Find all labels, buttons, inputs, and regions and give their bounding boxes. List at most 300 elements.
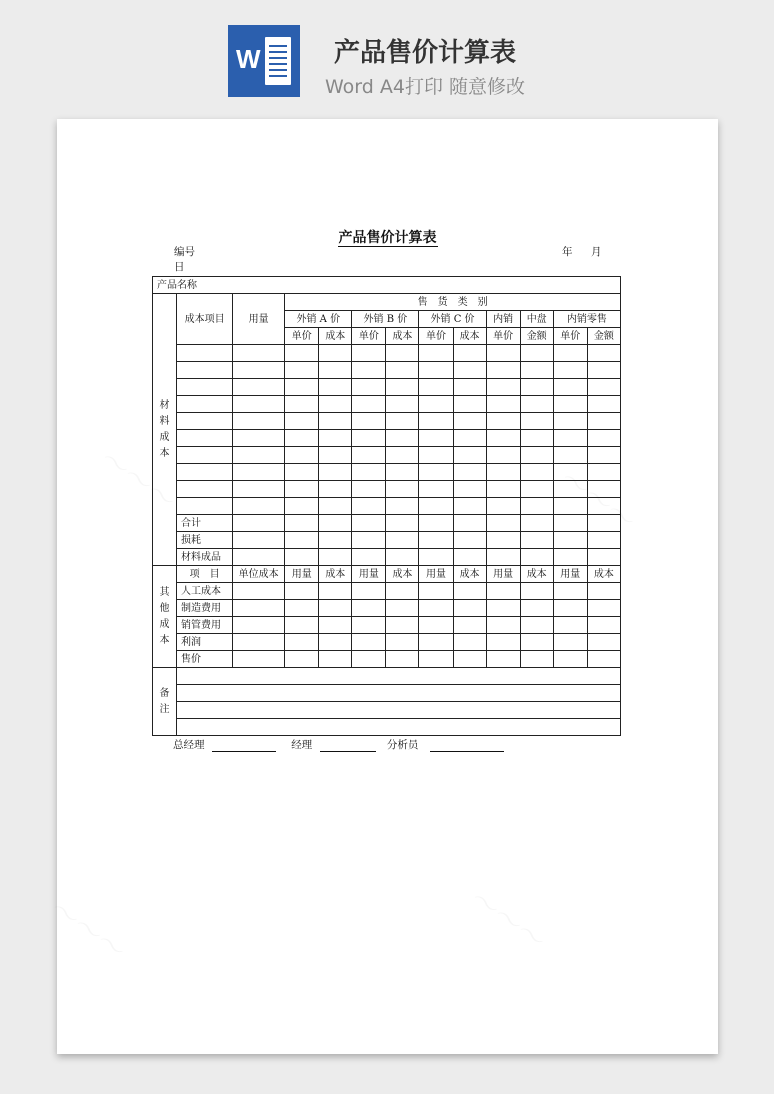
input-cell[interactable] (587, 362, 620, 379)
input-cell[interactable] (419, 651, 453, 668)
input-cell[interactable] (233, 447, 285, 464)
product-name-label: 产品名称 (153, 277, 621, 294)
input-cell[interactable] (520, 600, 553, 617)
input-cell[interactable] (386, 447, 419, 464)
input-cell[interactable] (520, 515, 553, 532)
other-cost-item: 利润 (177, 634, 233, 651)
remarks-row (153, 685, 621, 702)
other-cost-row (153, 600, 621, 617)
other-header-row (153, 566, 621, 583)
word-icon-letter: W (236, 44, 261, 74)
header-row (153, 294, 621, 311)
input-cell[interactable] (419, 634, 453, 651)
input-cell[interactable] (233, 413, 285, 430)
other-cost-label (153, 566, 177, 668)
input-cell[interactable] (453, 379, 486, 396)
signature-row (173, 737, 504, 752)
input-cell[interactable] (233, 464, 285, 481)
input-cell[interactable] (486, 379, 520, 396)
input-cell[interactable] (486, 515, 520, 532)
input-cell[interactable] (587, 634, 620, 651)
input-cell[interactable] (520, 413, 553, 430)
sales-category-header: 售 货 类 别 (285, 294, 621, 311)
pair-header: 成本 (453, 566, 486, 583)
input-cell[interactable] (520, 362, 553, 379)
material-item[interactable] (177, 447, 233, 464)
input-cell[interactable] (419, 600, 453, 617)
sub-header: 金额 (587, 328, 620, 345)
vertical-label: 备注 (159, 687, 170, 715)
general-manager-label: 总经理 (173, 739, 205, 751)
input-cell[interactable] (419, 362, 453, 379)
material-row (153, 396, 621, 413)
input-cell[interactable] (386, 413, 419, 430)
input-cell[interactable] (553, 413, 587, 430)
sub-header: 单价 (285, 328, 319, 345)
input-cell[interactable] (419, 617, 453, 634)
input-cell[interactable] (520, 651, 553, 668)
input-cell[interactable] (520, 481, 553, 498)
material-item[interactable]: 材料成品 (177, 549, 233, 566)
other-cost-item: 制造费用 (177, 600, 233, 617)
input-cell[interactable] (319, 379, 352, 396)
input-cell[interactable] (319, 515, 352, 532)
input-cell[interactable] (553, 600, 587, 617)
input-cell[interactable] (233, 549, 285, 566)
remarks-row (153, 668, 621, 685)
input-cell[interactable] (553, 464, 587, 481)
input-cell[interactable] (352, 396, 386, 413)
input-cell[interactable] (553, 362, 587, 379)
material-row (153, 362, 621, 379)
input-cell[interactable] (587, 600, 620, 617)
input-cell[interactable] (486, 634, 520, 651)
material-item[interactable] (177, 413, 233, 430)
input-cell[interactable] (419, 396, 453, 413)
input-cell[interactable] (352, 362, 386, 379)
input-cell[interactable] (419, 515, 453, 532)
input-cell[interactable] (285, 345, 319, 362)
unit-cost-header: 单位成本 (233, 566, 285, 583)
input-cell[interactable] (486, 481, 520, 498)
material-row (153, 532, 621, 549)
input-cell[interactable] (587, 413, 620, 430)
year-label: 年 (562, 246, 573, 258)
other-cost-row (153, 617, 621, 634)
month-label: 月 (591, 246, 602, 258)
input-cell[interactable] (352, 515, 386, 532)
sub-header: 金额 (520, 328, 553, 345)
input-cell[interactable] (352, 634, 386, 651)
input-cell[interactable] (285, 634, 319, 651)
manager-signature-line[interactable] (320, 741, 376, 752)
word-icon (228, 25, 300, 97)
input-cell[interactable] (319, 532, 352, 549)
input-cell[interactable] (419, 532, 453, 549)
input-cell[interactable] (553, 617, 587, 634)
document-lines-icon (265, 37, 291, 85)
input-cell[interactable] (319, 617, 352, 634)
input-cell[interactable] (386, 515, 419, 532)
input-cell[interactable] (352, 413, 386, 430)
sub-header: 单价 (553, 328, 587, 345)
pair-header: 用量 (352, 566, 386, 583)
input-cell[interactable] (319, 600, 352, 617)
material-row (153, 413, 621, 430)
input-cell[interactable] (419, 447, 453, 464)
input-cell[interactable] (453, 345, 486, 362)
input-cell[interactable] (386, 634, 419, 651)
input-cell[interactable] (352, 481, 386, 498)
input-cell[interactable] (520, 464, 553, 481)
input-cell[interactable] (486, 362, 520, 379)
input-cell[interactable] (352, 583, 386, 600)
input-cell[interactable] (386, 345, 419, 362)
item-header: 项 目 (177, 566, 233, 583)
vertical-label: 材料成本 (159, 399, 170, 459)
input-cell[interactable] (553, 447, 587, 464)
input-cell[interactable] (587, 379, 620, 396)
remarks-row (153, 702, 621, 719)
input-cell[interactable] (419, 549, 453, 566)
general-manager-signature-line[interactable] (212, 741, 276, 752)
input-cell[interactable] (419, 345, 453, 362)
input-cell[interactable] (386, 617, 419, 634)
remarks-row (153, 719, 621, 736)
channel-header: 外销 C 价 (419, 311, 486, 328)
input-cell[interactable] (285, 600, 319, 617)
sub-header: 单价 (419, 328, 453, 345)
input-cell[interactable] (233, 345, 285, 362)
material-row (153, 430, 621, 447)
input-cell[interactable] (453, 430, 486, 447)
day-label: 日 (174, 261, 185, 273)
input-cell[interactable] (352, 498, 386, 515)
input-cell[interactable] (419, 481, 453, 498)
input-cell[interactable] (553, 345, 587, 362)
other-cost-row (153, 634, 621, 651)
input-cell[interactable] (520, 498, 553, 515)
remarks-input[interactable] (177, 668, 621, 685)
input-cell[interactable] (319, 549, 352, 566)
watermark (463, 879, 555, 960)
material-item[interactable] (177, 464, 233, 481)
input-cell[interactable] (233, 532, 285, 549)
vertical-label: 其他成本 (159, 586, 170, 646)
pair-header: 用量 (553, 566, 587, 583)
input-cell[interactable] (520, 532, 553, 549)
product-name-row (153, 277, 621, 294)
input-cell[interactable] (486, 532, 520, 549)
material-row (153, 345, 621, 362)
price-calculation-table (152, 276, 621, 736)
input-cell[interactable] (319, 634, 352, 651)
pair-header: 成本 (587, 566, 620, 583)
input-cell[interactable] (486, 464, 520, 481)
input-cell[interactable] (352, 464, 386, 481)
input-cell[interactable] (233, 362, 285, 379)
input-cell[interactable] (386, 396, 419, 413)
input-cell[interactable] (352, 345, 386, 362)
input-cell[interactable] (553, 379, 587, 396)
sub-header: 成本 (386, 328, 419, 345)
material-item[interactable] (177, 430, 233, 447)
input-cell[interactable] (587, 430, 620, 447)
banner-subtitle: Word A4打印 随意修改 (325, 76, 526, 98)
input-cell[interactable] (352, 600, 386, 617)
pair-header: 用量 (419, 566, 453, 583)
input-cell[interactable] (486, 617, 520, 634)
input-cell[interactable] (453, 447, 486, 464)
remarks-input[interactable] (177, 702, 621, 719)
cost-item-header: 成本项目 (177, 294, 233, 345)
input-cell[interactable] (553, 498, 587, 515)
input-cell[interactable] (587, 549, 620, 566)
input-cell[interactable] (419, 464, 453, 481)
input-cell[interactable] (553, 634, 587, 651)
input-cell[interactable] (553, 532, 587, 549)
input-cell[interactable] (285, 498, 319, 515)
input-cell[interactable] (553, 549, 587, 566)
material-row (153, 549, 621, 566)
input-cell[interactable] (520, 379, 553, 396)
input-cell[interactable] (520, 447, 553, 464)
input-cell[interactable] (285, 651, 319, 668)
sub-header: 单价 (486, 328, 520, 345)
input-cell[interactable] (419, 498, 453, 515)
input-cell[interactable] (486, 600, 520, 617)
input-cell[interactable] (285, 481, 319, 498)
material-item[interactable] (177, 345, 233, 362)
input-cell[interactable] (319, 430, 352, 447)
input-cell[interactable] (285, 430, 319, 447)
other-cost-row (153, 651, 621, 668)
input-cell[interactable] (453, 600, 486, 617)
input-cell[interactable] (553, 396, 587, 413)
material-item[interactable] (177, 362, 233, 379)
input-cell[interactable] (352, 651, 386, 668)
remarks-label (153, 668, 177, 736)
input-cell[interactable] (486, 651, 520, 668)
document-page (57, 119, 718, 1054)
input-cell[interactable] (285, 447, 319, 464)
input-cell[interactable] (352, 549, 386, 566)
table-body (153, 277, 621, 736)
input-cell[interactable] (352, 447, 386, 464)
input-cell[interactable] (587, 617, 620, 634)
input-cell[interactable] (233, 600, 285, 617)
input-cell[interactable] (319, 481, 352, 498)
pair-header: 成本 (319, 566, 352, 583)
input-cell[interactable] (285, 549, 319, 566)
input-cell[interactable] (386, 600, 419, 617)
material-item[interactable]: 合计 (177, 515, 233, 532)
input-cell[interactable] (419, 583, 453, 600)
input-cell[interactable] (553, 430, 587, 447)
remarks-input[interactable] (177, 719, 621, 736)
input-cell[interactable] (587, 447, 620, 464)
input-cell[interactable] (553, 651, 587, 668)
input-cell[interactable] (233, 396, 285, 413)
input-cell[interactable] (386, 430, 419, 447)
material-row (153, 447, 621, 464)
input-cell[interactable] (520, 583, 553, 600)
input-cell[interactable] (319, 362, 352, 379)
input-cell[interactable] (233, 379, 285, 396)
channel-header: 中盘 (520, 311, 553, 328)
pair-header: 用量 (486, 566, 520, 583)
input-cell[interactable] (587, 532, 620, 549)
channel-header: 外销 A 价 (285, 311, 352, 328)
input-cell[interactable] (587, 651, 620, 668)
input-cell[interactable] (352, 379, 386, 396)
input-cell[interactable] (587, 396, 620, 413)
input-cell[interactable] (319, 651, 352, 668)
input-cell[interactable] (419, 379, 453, 396)
material-item[interactable]: 损耗 (177, 532, 233, 549)
input-cell[interactable] (453, 651, 486, 668)
input-cell[interactable] (386, 532, 419, 549)
input-cell[interactable] (285, 396, 319, 413)
input-cell[interactable] (587, 345, 620, 362)
input-cell[interactable] (285, 379, 319, 396)
channel-header: 外销 B 价 (352, 311, 419, 328)
input-cell[interactable] (319, 498, 352, 515)
input-cell[interactable] (453, 617, 486, 634)
input-cell[interactable] (486, 583, 520, 600)
input-cell[interactable] (486, 430, 520, 447)
input-cell[interactable] (233, 617, 285, 634)
material-item[interactable] (177, 498, 233, 515)
other-cost-item: 售价 (177, 651, 233, 668)
remarks-input[interactable] (177, 685, 621, 702)
banner (0, 0, 774, 110)
material-item[interactable] (177, 396, 233, 413)
input-cell[interactable] (453, 549, 486, 566)
sub-header: 成本 (453, 328, 486, 345)
input-cell[interactable] (453, 396, 486, 413)
input-cell[interactable] (520, 396, 553, 413)
channel-header: 内销零售 (553, 311, 620, 328)
input-cell[interactable] (520, 345, 553, 362)
input-cell[interactable] (352, 617, 386, 634)
material-row (153, 464, 621, 481)
input-cell[interactable] (587, 481, 620, 498)
input-cell[interactable] (319, 345, 352, 362)
input-cell[interactable] (285, 362, 319, 379)
input-cell[interactable] (319, 447, 352, 464)
pair-header: 成本 (386, 566, 419, 583)
input-cell[interactable] (453, 362, 486, 379)
input-cell[interactable] (233, 634, 285, 651)
input-cell[interactable] (419, 413, 453, 430)
analyst-signature-line[interactable] (430, 741, 504, 752)
pair-header: 成本 (520, 566, 553, 583)
input-cell[interactable] (453, 634, 486, 651)
input-cell[interactable] (319, 464, 352, 481)
sub-header: 成本 (319, 328, 352, 345)
material-row (153, 515, 621, 532)
material-item[interactable] (177, 481, 233, 498)
input-cell[interactable] (486, 396, 520, 413)
input-cell[interactable] (386, 464, 419, 481)
material-cost-label (153, 294, 177, 566)
banner-title: 产品售价计算表 (334, 38, 517, 68)
input-cell[interactable] (520, 549, 553, 566)
pair-header: 用量 (285, 566, 319, 583)
input-cell[interactable] (386, 498, 419, 515)
input-cell[interactable] (285, 583, 319, 600)
input-cell[interactable] (386, 583, 419, 600)
input-cell[interactable] (233, 481, 285, 498)
material-item[interactable] (177, 379, 233, 396)
input-cell[interactable] (587, 515, 620, 532)
input-cell[interactable] (285, 515, 319, 532)
input-cell[interactable] (553, 583, 587, 600)
quantity-header: 用量 (233, 294, 285, 345)
input-cell[interactable] (319, 413, 352, 430)
input-cell[interactable] (453, 464, 486, 481)
input-cell[interactable] (285, 464, 319, 481)
sub-header: 单价 (352, 328, 386, 345)
input-cell[interactable] (453, 413, 486, 430)
input-cell[interactable] (319, 583, 352, 600)
input-cell[interactable] (453, 481, 486, 498)
input-cell[interactable] (486, 345, 520, 362)
input-cell[interactable] (486, 447, 520, 464)
input-cell[interactable] (520, 617, 553, 634)
input-cell[interactable] (386, 362, 419, 379)
input-cell[interactable] (453, 515, 486, 532)
input-cell[interactable] (285, 532, 319, 549)
input-cell[interactable] (553, 481, 587, 498)
input-cell[interactable] (486, 498, 520, 515)
input-cell[interactable] (453, 583, 486, 600)
channel-header: 内销 (486, 311, 520, 328)
input-cell[interactable] (352, 430, 386, 447)
watermark (43, 889, 135, 970)
input-cell[interactable] (553, 515, 587, 532)
input-cell[interactable] (285, 617, 319, 634)
input-cell[interactable] (386, 481, 419, 498)
manager-label: 经理 (291, 739, 313, 751)
input-cell[interactable] (233, 498, 285, 515)
input-cell[interactable] (587, 583, 620, 600)
input-cell[interactable] (486, 549, 520, 566)
input-cell[interactable] (285, 413, 319, 430)
input-cell[interactable] (233, 583, 285, 600)
input-cell[interactable] (419, 430, 453, 447)
input-cell[interactable] (233, 515, 285, 532)
other-cost-row (153, 583, 621, 600)
input-cell[interactable] (352, 532, 386, 549)
input-cell[interactable] (520, 430, 553, 447)
other-cost-item: 人工成本 (177, 583, 233, 600)
input-cell[interactable] (453, 498, 486, 515)
input-cell[interactable] (233, 430, 285, 447)
input-cell[interactable] (520, 634, 553, 651)
input-cell[interactable] (319, 396, 352, 413)
input-cell[interactable] (233, 651, 285, 668)
document-title: 产品售价计算表 (338, 230, 437, 246)
input-cell[interactable] (386, 549, 419, 566)
input-cell[interactable] (386, 651, 419, 668)
input-cell[interactable] (486, 413, 520, 430)
input-cell[interactable] (587, 498, 620, 515)
input-cell[interactable] (386, 379, 419, 396)
input-cell[interactable] (453, 532, 486, 549)
input-cell[interactable] (587, 464, 620, 481)
